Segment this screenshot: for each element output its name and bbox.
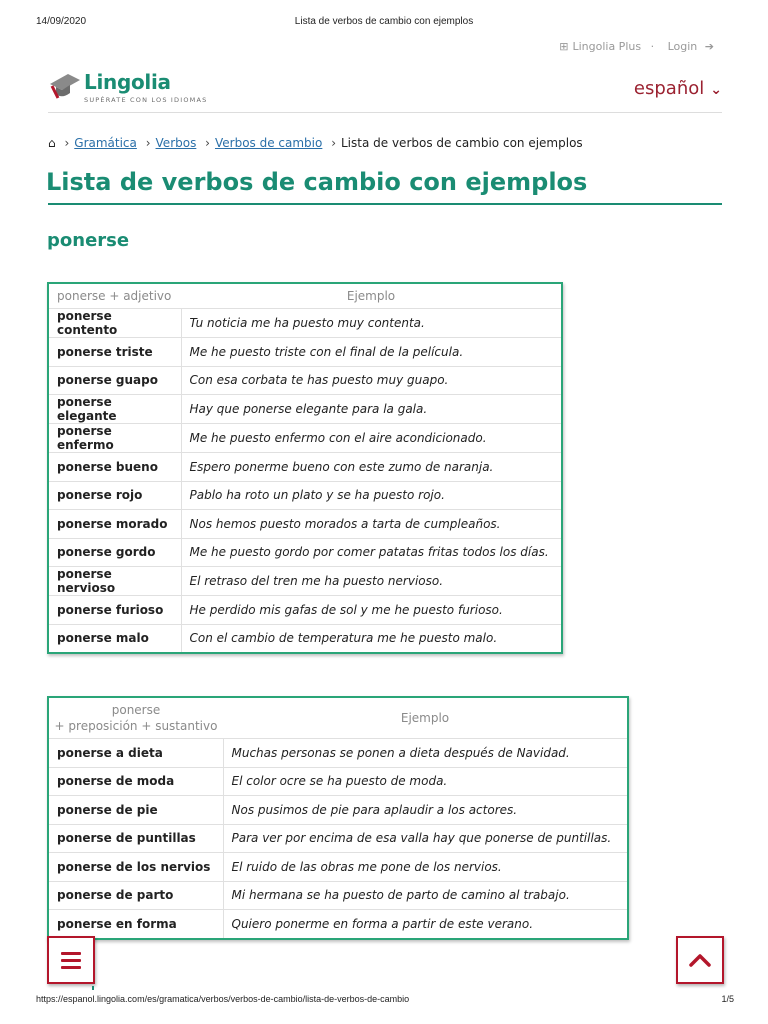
login-link[interactable]: Login [667, 40, 698, 53]
language-selector[interactable] [634, 78, 722, 99]
table-ponerse-preposicion [47, 696, 629, 940]
site-logo[interactable] [48, 68, 228, 108]
verb-phrase: ponerse de los nervios [49, 853, 223, 882]
example-sentence: Para ver por encima de esa valla hay que ponerse de puntillas. [223, 824, 627, 853]
print-url: https://espanol.lingolia.com/es/gramatica/verbos/verbos-de-cambio/lista-de-verbos-de-cambio [36, 994, 410, 1004]
scroll-top-button[interactable] [676, 936, 724, 984]
verb-phrase: ponerse nervioso [49, 567, 181, 596]
table-header-verb: ponerse + preposición + sustantivo [54, 703, 218, 733]
example-sentence: Hay que ponerse elegante para la gala. [181, 395, 561, 424]
lingolia-plus-link[interactable]: Lingolia Plus [572, 40, 642, 53]
breadcrumb-gramatica[interactable]: Gramática [74, 136, 137, 150]
logo-wordmark: Lingolia [84, 70, 171, 94]
table-row [49, 624, 561, 652]
chevron-up-icon [688, 950, 712, 970]
verb-phrase: ponerse enfermo [49, 424, 181, 453]
verb-phrase: ponerse malo [49, 624, 181, 652]
title-underline [48, 203, 722, 205]
verb-phrase: ponerse de parto [49, 881, 223, 910]
top-links-separator: · [650, 40, 655, 53]
verb-phrase: ponerse de pie [49, 796, 223, 825]
example-sentence: Con esa corbata te has puesto muy guapo. [181, 366, 561, 395]
logo-graduate-icon [48, 72, 82, 100]
verb-phrase: ponerse furioso [49, 596, 181, 625]
example-sentence: El ruido de las obras me pone de los nervios. [223, 853, 627, 882]
verb-phrase: ponerse rojo [49, 481, 181, 510]
example-sentence: He perdido mis gafas de sol y me he puesto furioso. [181, 596, 561, 625]
section-title: ponerse [47, 230, 130, 251]
example-sentence: Muchas personas se ponen a dieta después de Navidad. [223, 739, 627, 768]
table-row [49, 881, 627, 910]
sign-in-icon: ➔ [701, 40, 714, 53]
plus-square-icon: ⊞ [559, 40, 569, 53]
verb-phrase: ponerse bueno [49, 453, 181, 482]
decorative-mark [92, 986, 94, 990]
breadcrumb-current: Lista de verbos de cambio con ejemplos [341, 136, 583, 150]
language-label: español [633, 78, 705, 99]
table-row [49, 796, 627, 825]
example-sentence: Nos pusimos de pie para aplaudir a los actores. [223, 796, 627, 825]
example-sentence: El retraso del tren me ha puesto nervioso. [181, 567, 561, 596]
home-icon[interactable]: ⌂ [48, 136, 56, 150]
example-sentence: Tu noticia me ha puesto muy contenta. [181, 309, 561, 338]
print-date: 14/09/2020 [36, 16, 87, 27]
example-sentence: Quiero ponerme en forma a partir de este verano. [223, 910, 627, 938]
verb-phrase: ponerse en forma [49, 910, 223, 938]
table-row [49, 739, 627, 768]
example-sentence: Mi hermana se ha puesto de parto de camino al trabajo. [223, 881, 627, 910]
menu-button[interactable] [47, 936, 95, 984]
verb-phrase: ponerse contento [49, 309, 181, 338]
table-header-example: Ejemplo [346, 289, 396, 303]
table-header-example: Ejemplo [400, 711, 450, 725]
print-page-number: 1/5 [721, 994, 734, 1004]
table-row [49, 309, 561, 338]
logo-tagline: SUPÉRATE CON LOS IDIOMAS [84, 96, 208, 104]
verb-phrase: ponerse guapo [49, 366, 181, 395]
example-sentence: Me he puesto triste con el final de la película. [181, 338, 561, 367]
example-sentence: Pablo ha roto un plato y se ha puesto rojo. [181, 481, 561, 510]
verb-phrase: ponerse elegante [49, 395, 181, 424]
example-sentence: Me he puesto gordo por comer patatas fritas todos los días. [181, 538, 561, 567]
verb-phrase: ponerse gordo [49, 538, 181, 567]
verb-phrase: ponerse de puntillas [49, 824, 223, 853]
table-row [49, 853, 627, 882]
print-header [0, 16, 768, 32]
table-row [49, 424, 561, 453]
table-row [49, 567, 561, 596]
example-sentence: Con el cambio de temperatura me he puesto malo. [181, 624, 561, 652]
table-row [49, 453, 561, 482]
page-title: Lista de verbos de cambio con ejemplos [46, 168, 588, 196]
print-title: Lista de verbos de cambio con ejemplos [294, 16, 474, 27]
breadcrumb: ⌂ › Gramática › Verbos › Verbos de cambio › Lista de verbos de cambio con ejemplos [48, 136, 583, 150]
table-row [49, 366, 561, 395]
table-row [49, 338, 561, 367]
top-links [555, 40, 714, 53]
example-sentence: El color ocre se ha puesto de moda. [223, 767, 627, 796]
header-divider [48, 112, 722, 113]
table-ponerse-adjetivo [47, 282, 563, 654]
table-row [49, 481, 561, 510]
example-sentence: Nos hemos puesto morados a tarta de cumpleaños. [181, 510, 561, 539]
print-footer [0, 994, 768, 1008]
table-row [49, 538, 561, 567]
table-header-verb: ponerse + adjetivo [57, 289, 172, 303]
verb-phrase: ponerse triste [49, 338, 181, 367]
table-row [49, 767, 627, 796]
verb-phrase: ponerse a dieta [49, 739, 223, 768]
menu-icon [61, 952, 81, 973]
table-row [49, 910, 627, 938]
table-row [49, 596, 561, 625]
table-row [49, 395, 561, 424]
verb-phrase: ponerse morado [49, 510, 181, 539]
example-sentence: Me he puesto enfermo con el aire acondicionado. [181, 424, 561, 453]
verb-phrase: ponerse de moda [49, 767, 223, 796]
example-sentence: Espero ponerme bueno con este zumo de naranja. [181, 453, 561, 482]
breadcrumb-verbos[interactable]: Verbos [155, 136, 197, 150]
chevron-down-icon: ⌄ [710, 82, 722, 98]
breadcrumb-verbos-de-cambio[interactable]: Verbos de cambio [214, 136, 323, 150]
table-row [49, 824, 627, 853]
table-row [49, 510, 561, 539]
